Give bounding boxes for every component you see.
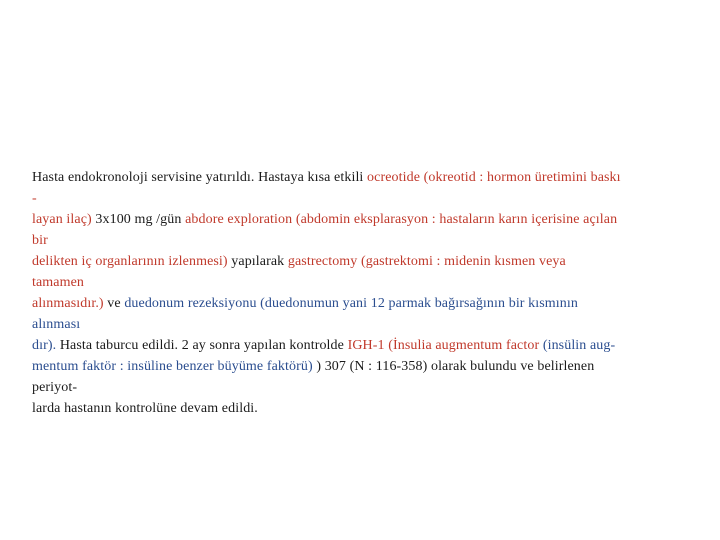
paragraph-line: [32, 335, 697, 356]
paragraph-line: [32, 188, 697, 209]
term-gastrectomy: gastrectomy (gastrektomi : midenin kısmen veya: [287, 254, 566, 269]
text-segment: larda hastanın kontrolüne devam edildi.: [32, 401, 258, 416]
paragraph-line: [32, 293, 697, 314]
paragraph-line: [32, 356, 697, 377]
text-segment: yapılarak: [227, 254, 288, 269]
term-duedonum-rezeksiyonu: duedonum rezeksiyonu (duedonumun yani 12 parmak bağırsağının bir kısmının: [124, 296, 578, 311]
text-segment: ve: [103, 296, 125, 311]
term-igh-1: IGH-1 (İnsulia augmentum factor: [347, 338, 540, 353]
text-segment: Hasta taburcu edildi. 2 ay sonra yapılan kontrolde: [56, 338, 348, 353]
text-segment: periyot-: [32, 380, 78, 395]
term-insulin-augmentum: (insülin aug-: [539, 338, 616, 353]
text-segment: alınmasıdır.): [32, 296, 104, 311]
term-abdore-exploration: abdore exploration (abdomin eksplarasyon : hastaların karın içerisine açılan: [185, 212, 618, 227]
paragraph-line: [32, 398, 697, 419]
text-segment: dır).: [32, 338, 57, 353]
paragraph-line: [32, 230, 697, 251]
text-segment: alınması: [32, 317, 81, 332]
text-segment: mentum faktör : insüline benzer büyüme faktörü): [32, 359, 313, 374]
paragraph-line: [32, 167, 697, 188]
paragraph-line: [32, 209, 697, 230]
text-segment: bir: [32, 233, 48, 248]
lab-result-text: ) 307 (N : 116-358) olarak bulundu ve belirlenen: [312, 359, 595, 374]
case-paragraph: [32, 167, 697, 419]
text-segment: layan ilaç): [32, 212, 92, 227]
text-segment: Hasta endokronoloji servisine yatırıldı. Hastaya kısa etkili: [32, 170, 368, 185]
dosage-text: 3x100 mg /gün: [91, 212, 186, 227]
term-ocreotide: ocreotide (okreotid : hormon üretimini baskı: [367, 170, 621, 185]
paragraph-line: [32, 251, 697, 272]
paragraph-line: [32, 272, 697, 293]
text-segment: tamamen: [32, 275, 85, 290]
paragraph-line: [32, 377, 697, 398]
text-segment: delikten iç organlarının izlenmesi): [32, 254, 228, 269]
paragraph-line: [32, 314, 697, 335]
text-segment: -: [32, 191, 37, 206]
